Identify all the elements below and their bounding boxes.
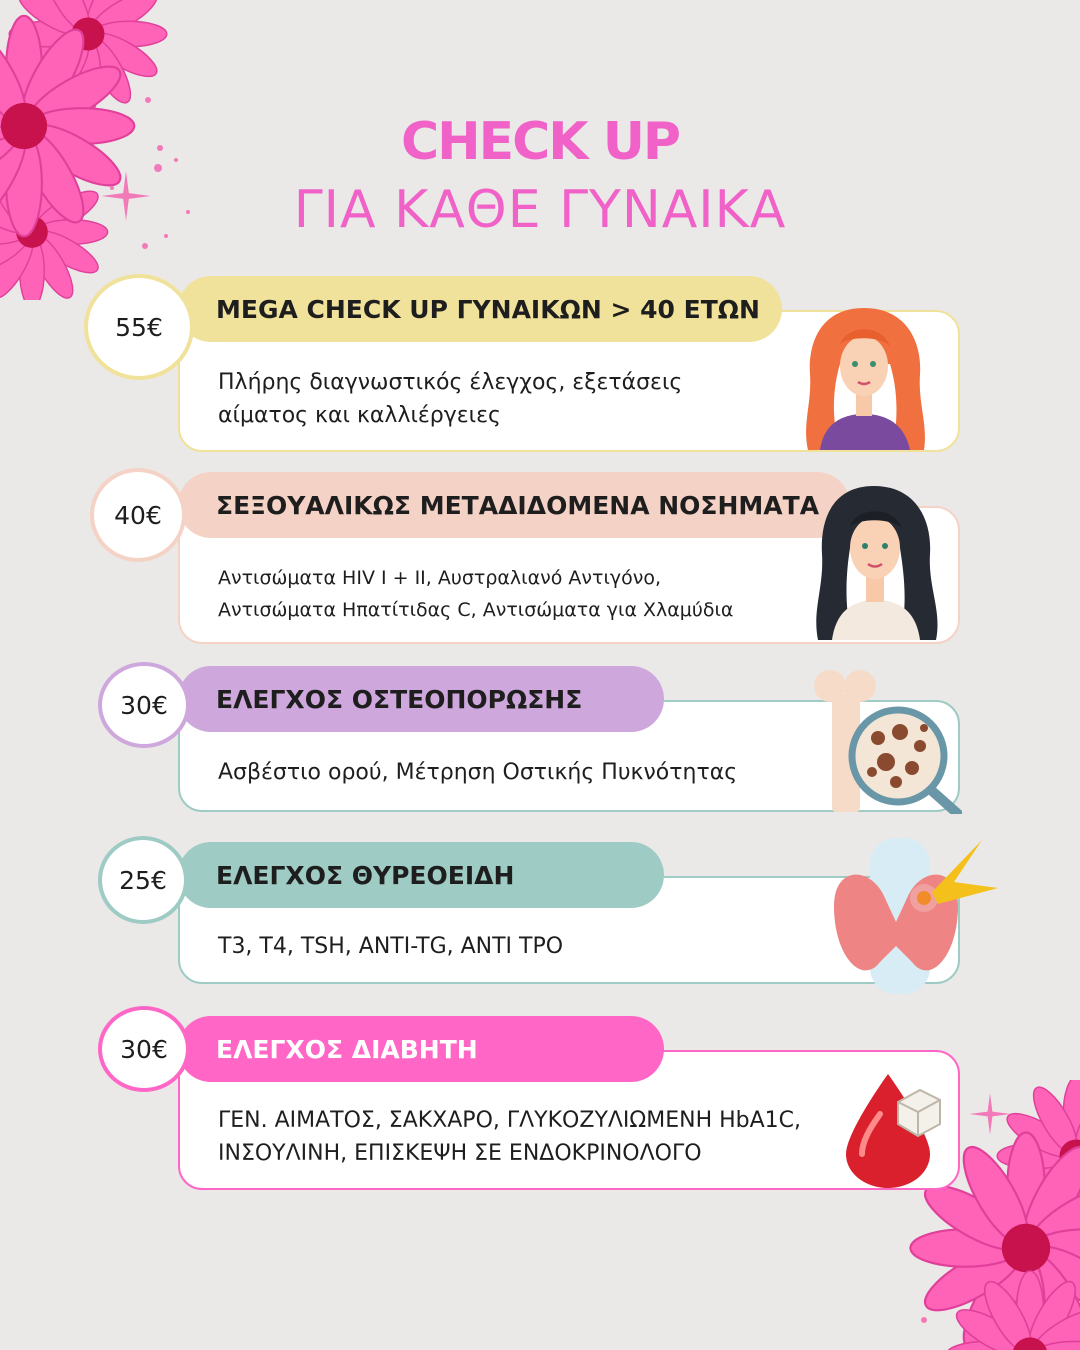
price-badge: 40€ xyxy=(90,468,186,562)
item-description: Ασβέστιο ορού, Μέτρηση Οστικής Πυκνότητας xyxy=(218,760,738,785)
item-label-pill xyxy=(178,276,782,342)
item-description: Πλήρης διαγνωστικός έλεγχος, εξετάσεις αίματος και καλλιέργειες xyxy=(218,370,683,428)
item-title: MEGA CHECK UP ΓΥΝΑΙΚΩΝ > 40 ΕΤΩΝ xyxy=(216,294,760,324)
price-badge: 30€ xyxy=(98,662,190,748)
item-label-pill xyxy=(178,1016,664,1082)
item-label-pill xyxy=(178,666,664,732)
price-badge: 55€ xyxy=(84,274,194,380)
page-subtitle: ΓΙΑ ΚΑΘΕ ΓΥΝΑΙΚΑ xyxy=(293,180,787,240)
item-description: ΓΕΝ. ΑΙΜΑΤΟΣ, ΣΑΚΧΑΡΟ, ΓΛΥΚΟΖΥΛΙΩΜΕΝΗ HbA1C, ΙΝΣΟΥΛΙΝΗ, ΕΠΙΣΚΕΨΗ ΣΕ ΕΝΔΟΚΡΙΝΟΛΟΓΟ xyxy=(218,1108,802,1166)
bone-magnifier-icon xyxy=(812,664,962,814)
item-title: ΕΛΕΓΧΟΣ ΟΣΤΕΟΠΟΡΩΣΗΣ xyxy=(216,684,583,714)
price-badge: 25€ xyxy=(98,836,188,924)
dark-haired-woman-illustration xyxy=(808,484,944,642)
thyroid-icon xyxy=(826,836,998,998)
item-label-pill xyxy=(178,472,850,538)
item-title: ΕΛΕΓΧΟΣ ΘΥΡΕΟΕΙΔΗ xyxy=(216,860,515,890)
item-title: ΣΕΞΟΥΑΛΙΚΩΣ ΜΕΤΑΔΙΔΟΜΕΝΑ ΝΟΣΗΜΑΤΑ xyxy=(216,490,820,520)
price-badge: 30€ xyxy=(98,1006,190,1092)
item-description: T3, T4, TSH, ANTI-TG, ANTI TPO xyxy=(218,934,564,959)
page-title: CHECK UP xyxy=(400,112,680,172)
item-label-pill xyxy=(178,842,664,908)
item-description: Αντισώματα HIV I + II, Αυστραλιανό Αντιγόνο, Αντισώματα Ηπατίτιδας C, Αντισώματα για Χλαμύδια xyxy=(218,567,734,621)
item-title: ΕΛΕΓΧΟΣ ΔΙΑΒΗΤΗ xyxy=(216,1034,478,1064)
blood-drop-sugar-icon xyxy=(842,1066,946,1192)
red-haired-woman-illustration xyxy=(800,304,930,452)
